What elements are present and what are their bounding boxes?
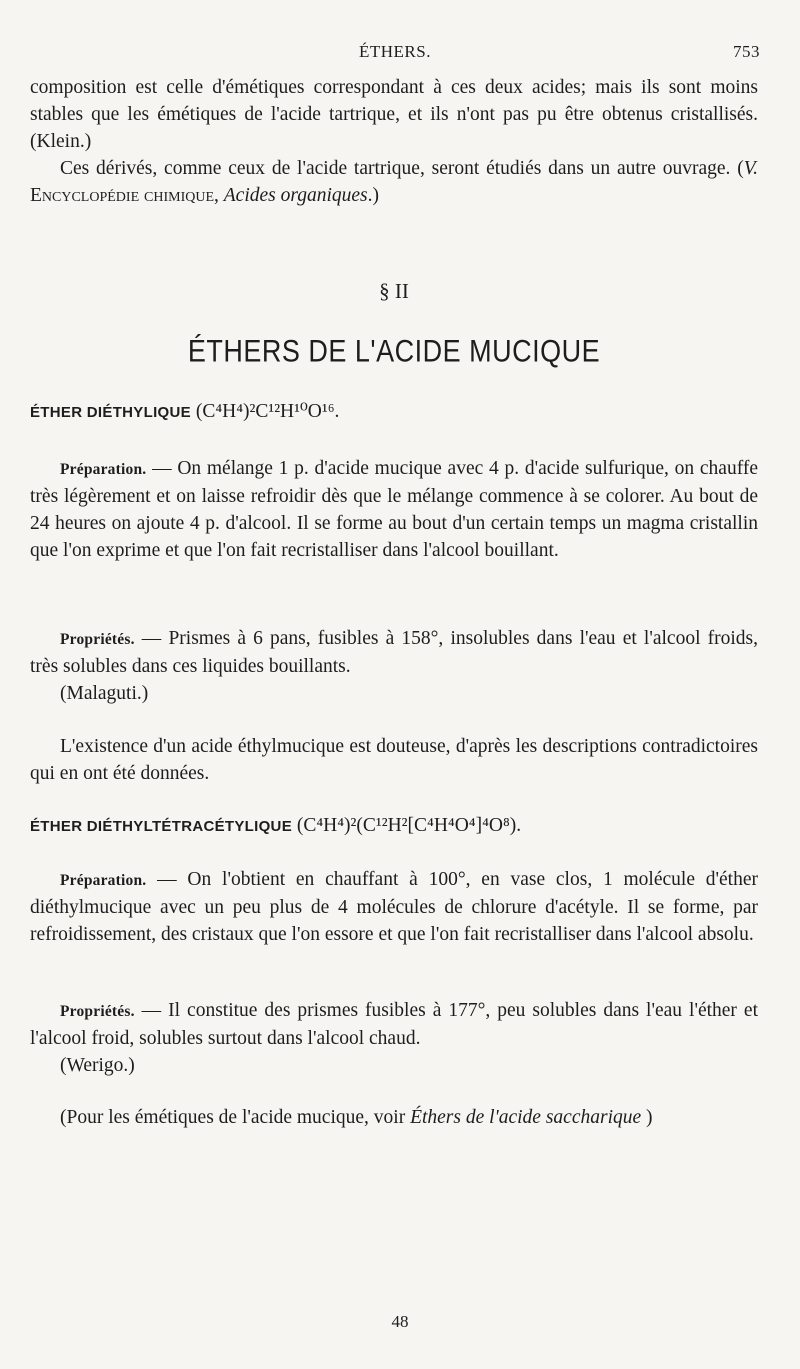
compound1-source: (Malaguti.)	[60, 683, 149, 704]
ref-separator: ,	[214, 185, 224, 206]
compound1-prep-paragraph	[30, 455, 758, 564]
ref-text-end: .)	[367, 185, 380, 206]
running-head	[30, 42, 760, 66]
compound2-title-line	[30, 812, 758, 840]
note-text-start: (Pour les émétiques de l'acide mucique, voir	[60, 1107, 411, 1128]
compound2-preparation	[30, 866, 758, 948]
compound2-prep-label: Préparation.	[60, 872, 147, 889]
intro-paragraph: composition est celle d'émétiques correspondant à ces deux acides; mais ils sont moins stables que les émétiques de l'acide tartrique, et ils n'ont pas pu être obtenus cristallisés. (Klein.)	[30, 77, 758, 152]
compound1-prop-label: Propriétés.	[60, 631, 135, 648]
compound2-prop-label: Propriétés.	[60, 1003, 135, 1020]
compound1-name: ÉTHER DIÉTHYLIQUE	[30, 404, 191, 421]
compound1-properties	[30, 625, 758, 707]
intro-block	[30, 74, 758, 209]
compound2-properties	[30, 997, 758, 1079]
compound2-heading	[30, 812, 758, 840]
compound2-prep-text: — On l'obtient en chauffant à 100°, en vase clos, 1 molécule d'éther diéthylmucique avec un peu plus de 4 molécules de chlorure d'acétyle. Il se forme, par refroidissement, des cristaux que l'on essore et que l'on fait recristalliser dans l'alcool absolu.	[30, 869, 758, 945]
signature-mark: 48	[391, 1312, 409, 1331]
compound2-prop-text: — Il constitue des prismes fusibles à 177°, peu solubles dans l'eau l'éther et l'alcool froid, solubles surtout dans l'alcool chaud.	[30, 1000, 758, 1049]
ref-acides-organiques: Acides organiques	[223, 185, 368, 206]
page-number: 753	[733, 42, 760, 61]
compound1-formula: (C⁴H⁴)²C¹²H¹⁰O¹⁶.	[195, 401, 340, 422]
compound1-prop-paragraph	[30, 625, 758, 680]
section-title: ÉTHERS DE L'ACIDE MUCIQUE	[187, 333, 601, 369]
ref-v: V.	[743, 158, 758, 179]
compound1-title-line	[30, 398, 758, 426]
running-title: ÉTHERS.	[359, 42, 431, 61]
ref-text-start: Ces dérivés, comme ceux de l'acide tartrique, seront étudiés dans un autre ouvrage. (	[60, 158, 744, 179]
intro-reference-paragraph	[30, 155, 758, 209]
compound1-note: L'existence d'un acide éthylmucique est douteuse, d'après les descriptions contradictoires qui en ont été données.	[30, 736, 758, 784]
compound1-heading	[30, 398, 758, 426]
compound2-prep-paragraph	[30, 866, 758, 948]
compound2-formula: (C⁴H⁴)²(C¹²H²[C⁴H⁴O⁴]⁴O⁸).	[296, 815, 522, 836]
ref-encyclopedie: Encyclopédie chimique	[30, 185, 215, 206]
note-text-end: )	[646, 1107, 653, 1128]
compound1-prep-label: Préparation.	[60, 461, 147, 478]
compound1-prep-text: — On mélange 1 p. d'acide mucique avec 4 p. d'acide sulfurique, on chauffe très légèrement et on laisse refroidir dès que le mélange commence à se colorer. Au bout de 24 heures on ajoute 4 p. d'alcool. Il se forme au bout d'un certain temps un magma cristallin que l'on exprime et que l'on fait recristalliser dans l'alcool bouillant.	[30, 458, 758, 561]
compound2-prop-paragraph	[30, 997, 758, 1052]
compound1-prop-text: — Prismes à 6 pans, fusibles à 158°, insolubles dans l'eau et l'alcool froids, très solubles dans ces liquides bouillants.	[30, 628, 758, 677]
compound2-note	[30, 1104, 758, 1131]
section-number-block	[30, 278, 758, 305]
compound2-note-block	[30, 1104, 758, 1131]
compound1-preparation	[30, 455, 758, 564]
note-italic-ref: Éthers de l'acide saccharique	[410, 1107, 642, 1128]
compound2-name: ÉTHER DIÉTHYLTÉTRACÉTYLIQUE	[30, 818, 292, 835]
compound2-source: (Werigo.)	[60, 1055, 135, 1076]
section-title-block	[30, 333, 758, 369]
section-number: § II	[379, 279, 409, 303]
compound1-note-block	[30, 733, 758, 787]
